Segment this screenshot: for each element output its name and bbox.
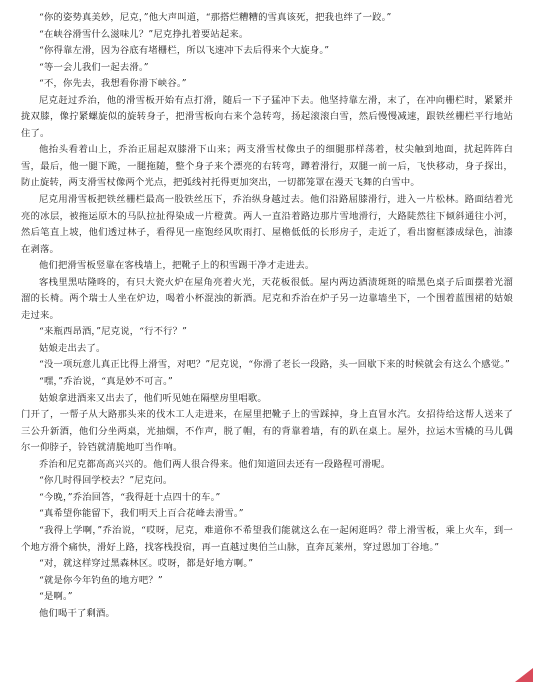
paragraph: “没一项玩意儿真正比得上滑雪，对吧？”尼克说，“你滑了老长一段路，头一回歇下来的时候就会有这么个感觉。” [39, 359, 511, 371]
paragraph: “等一会儿我们一起去滑。” [39, 61, 149, 73]
paragraph: “在峡谷滑雪什么滋味儿？”尼克挣扎着要站起来。 [39, 28, 249, 40]
paragraph: “你的姿势真美妙，尼克，”他大声叫道，“那搭烂糟糟的雪真该死，把我也绊了一跤。” [39, 12, 392, 23]
paragraph: “嘿，”乔治说，“真是妙不可言。” [39, 376, 173, 388]
corner-decoration [515, 668, 533, 682]
paragraph: 门开了，一帮子从大路那头来的伐木工人走进来，在屋里把靴子上的雪踩掉，身上直冒水汽。女招待给这帮人送来了三公升新酒，他们分坐两桌，光抽烟，不作声，脱了帽，有的背靠着墙，有的趴在桌上。屋外，拉运木雪橇的马儿偶尔一仰脖子，铃铛就清脆地叮当作响。 [21, 409, 513, 454]
paragraph: 客栈里黑咕隆咚的，有只大瓷火炉在屋角亮着火光，天花板很低。屋内两边酒渍斑斑的暗黑色桌子后面摆着光溜溜的长椅。两个瑞士人坐在炉边，喝着小杯混浊的新酒。尼克和乔治在炉子另一边靠墙坐下，一个围着蓝围裙的姑娘走过来。 [21, 276, 513, 321]
paragraph: “不，你先去，我想看你滑下峡谷。” [39, 78, 187, 90]
paragraph: “我得上学啊，”乔治说，“哎呀，尼克，难道你不希望我们能就这么在一起闲逛吗？带上滑雪板，乘上火车，到一个地方滑个痛快，滑好上路，找客栈投宿，再一直越过奥伯兰山脉，直奔瓦莱州，穿过恩加丁谷地。” [21, 524, 513, 553]
paragraph: 尼克用滑雪板把铁丝栅栏最高一股铁丝压下，乔治纵身越过去。他们沿路屈膝滑行，进入一片松林。路面结着光亮的冰层，被拖运原木的马队拉扯得染成一片橙黄。两人一直沿着路边那片雪地滑行，大路陡然往下倾斜通往小河，然后笔直上坡，他们透过林子，看得见一座饱经风吹雨打、屋檐低低的长形房子，走近了，看出窗框漆成绿色，油漆在剥落。 [21, 194, 513, 255]
paragraph: “你得靠左滑，因为谷底有堵栅栏，所以飞速冲下去后得来个大旋身。” [39, 45, 330, 57]
paragraph: “来瓶西昂酒，”尼克说，“行不行？” [39, 326, 188, 338]
paragraph: “就是你今年钓鱼的地方吧？” [39, 574, 163, 586]
paragraph: “今晚，”乔治回答，“我得赶十点四十的车。” [39, 491, 221, 503]
paragraph: “你几时得回学校去？”尼克问。 [39, 475, 173, 487]
paragraph: 尼克赶过乔治，他的滑雪板开始有点打滑，随后一下子猛冲下去。他坚持靠左滑，末了，在冲向栅栏时，紧紧并拢双膝，像拧紧螺旋似的旋转身子，把滑雪板向右来个急转弯，扬起滚滚白雪，然后慢慢减速，跟铁丝栅栏平行地站住了。 [21, 94, 513, 139]
paragraph: 他们把滑雪板竖靠在客栈墙上，把靴子上的积雪踢干净才走进去。 [39, 260, 315, 272]
paragraph: 姑娘拿进酒来又出去了，他们听见她在隔壁房里唱歌。 [39, 392, 267, 404]
paragraph: 他抬头看着山上，乔治正屈起双膝滑下山来；两支滑雪杖像虫子的细腿那样荡着，杖尖触到地面，扰起阵阵白雪，最后，他一腿下跪，一腿拖随，整个身子来个漂亮的右转弯，蹲着滑行，双腿一前一后，飞快移动，身子探出，防止旋转，两支滑雪杖像两个光点，把弧线衬托得更加突出，一切都笼罩在漫天飞舞的白雪中。 [21, 144, 513, 189]
paragraph: “对，就这样穿过黑森林区。哎呀，都是好地方啊。” [39, 558, 254, 570]
paragraph: 乔治和尼克都高高兴兴的。他们两人很合得来。他们知道回去还有一段路程可滑呢。 [39, 458, 391, 470]
paragraph: “是啊。” [39, 591, 73, 603]
paragraph: 他们喝干了剩酒。 [39, 607, 115, 619]
paragraph: “真希望你能留下，我们明天上百合花峰去滑雪。” [39, 508, 244, 520]
paragraph: 姑娘走出去了。 [39, 342, 106, 354]
